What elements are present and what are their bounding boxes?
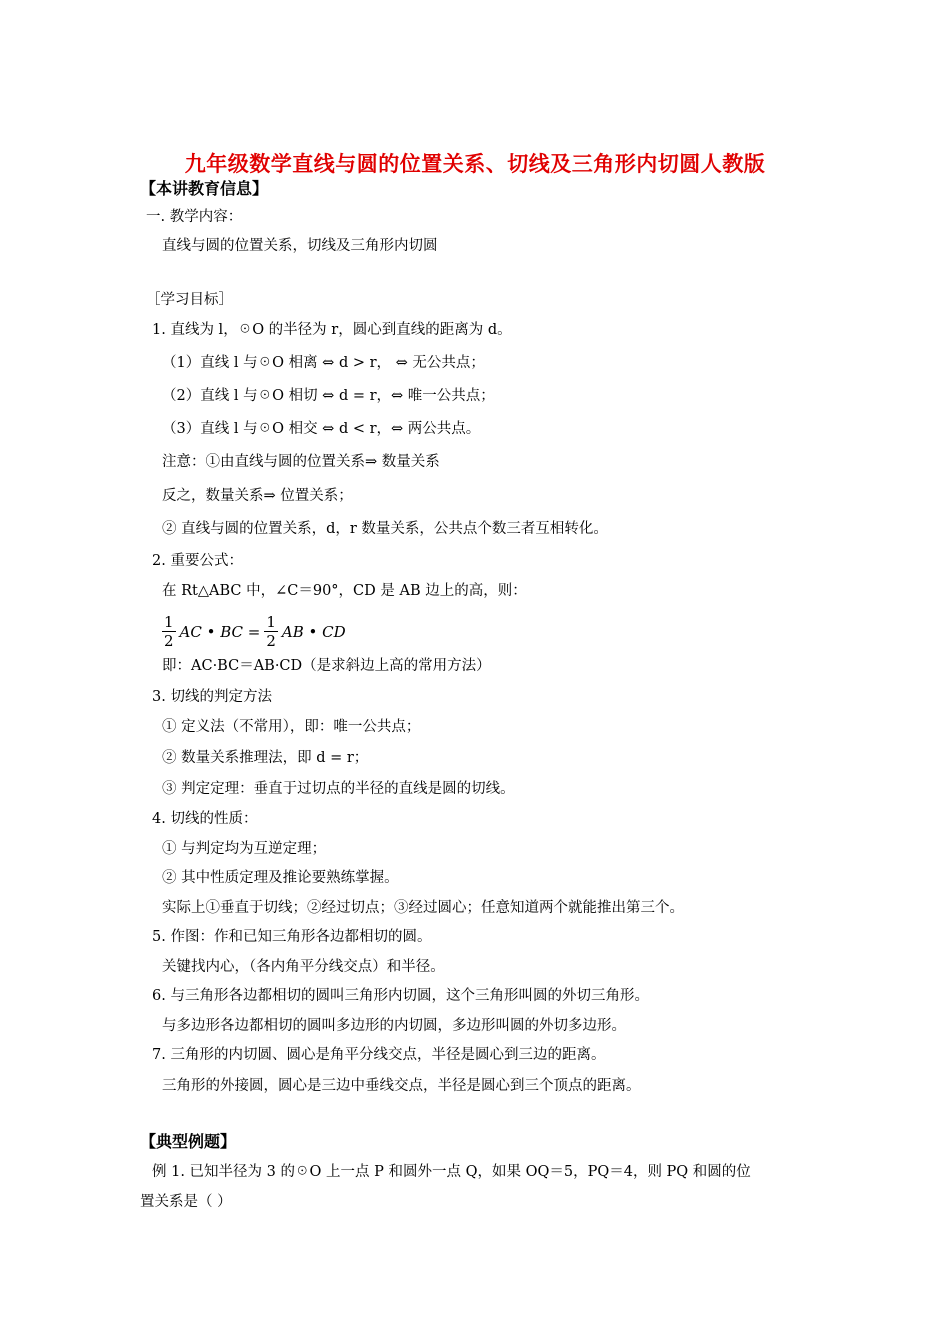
text-line: 2. 重要公式： xyxy=(152,553,243,569)
text-line: 与多边形各边都相切的圆叫多边形的内切圆，多边形叫圆的外切多边形。 xyxy=(162,1018,626,1034)
text-line: ③ 判定定理：垂直于过切点的半径的直线是圆的切线。 xyxy=(162,781,515,797)
formula-expression: AC • BC = xyxy=(179,622,261,641)
text-line: 注意：①由直线与圆的位置关系⇒ 数量关系 xyxy=(162,454,440,470)
text-line: 3. 切线的判定方法 xyxy=(152,689,272,705)
text-line: 4. 切线的性质： xyxy=(152,811,258,827)
text-line: 一. 教学内容： xyxy=(146,209,243,225)
page-title: 九年级数学直线与圆的位置关系、切线及三角形内切圆人教版 xyxy=(184,152,766,176)
formula-expression: AB • CD xyxy=(281,622,346,641)
text-line: （1）直线 l 与☉O 相离 ⇔ d > r， ⇔ 无公共点； xyxy=(162,355,485,371)
text-line: ② 直线与圆的位置关系，d，r 数量关系，公共点个数三者互相转化。 xyxy=(162,521,608,537)
text-line: ① 定义法（不常用），即：唯一公共点； xyxy=(162,719,421,735)
text-line: ［学习目标］ xyxy=(146,292,233,308)
text-line: 关键找内心，（各内角平分线交点）和半径。 xyxy=(162,959,445,975)
fraction-numerator: 1 xyxy=(266,613,276,631)
text-line: （3）直线 l 与☉O 相交 ⇔ d < r，⇔ 两公共点。 xyxy=(162,421,481,437)
fraction-denominator: 2 xyxy=(266,632,276,650)
text-line: 即：AC·BC＝AB·CD（是求斜边上高的常用方法） xyxy=(162,658,491,674)
section-heading-examples: 【典型例题】 xyxy=(140,1132,237,1151)
text-line: （2）直线 l 与☉O 相切 ⇔ d = r，⇔ 唯一公共点； xyxy=(162,388,495,404)
fraction-denominator: 2 xyxy=(164,632,174,650)
text-line: 7. 三角形的内切圆、圆心是角平分线交点，半径是圆心到三边的距离。 xyxy=(152,1047,606,1063)
fraction xyxy=(162,613,176,650)
text-line: 1. 直线为 l，☉O 的半径为 r，圆心到直线的距离为 d。 xyxy=(152,322,512,338)
fraction-numerator: 1 xyxy=(164,613,174,631)
text-line: 在 Rt△ABC 中，∠C＝90°，CD 是 AB 边上的高，则： xyxy=(162,583,527,599)
text-line: 直线与圆的位置关系，切线及三角形内切圆 xyxy=(162,238,438,254)
text-line: 实际上①垂直于切线；②经过切点；③经过圆心；任意知道两个就能推出第三个。 xyxy=(162,900,684,916)
formula xyxy=(162,613,350,650)
fraction xyxy=(264,613,278,650)
section-heading-info: 【本讲教育信息】 xyxy=(140,179,269,198)
text-line: ② 数量关系推理法，即 d = r； xyxy=(162,750,369,766)
example-text-line: 例 1. 已知半径为 3 的☉O 上一点 P 和圆外一点 Q，如果 OQ＝5，PQ＝4，则 PQ 和圆的位 xyxy=(152,1164,751,1180)
text-line: ② 其中性质定理及推论要熟练掌握。 xyxy=(162,870,399,886)
example-text-line: 置关系是（ ） xyxy=(140,1194,232,1210)
text-line: ① 与判定均为互逆定理； xyxy=(162,841,327,857)
text-line: 三角形的外接圆，圆心是三边中垂线交点，半径是圆心到三个顶点的距离。 xyxy=(162,1078,641,1094)
text-line: 6. 与三角形各边都相切的圆叫三角形内切圆，这个三角形叫圆的外切三角形。 xyxy=(152,988,649,1004)
text-line: 5. 作图：作和已知三角形各边都相切的圆。 xyxy=(152,929,432,945)
text-line: 反之，数量关系⇒ 位置关系； xyxy=(162,488,353,504)
